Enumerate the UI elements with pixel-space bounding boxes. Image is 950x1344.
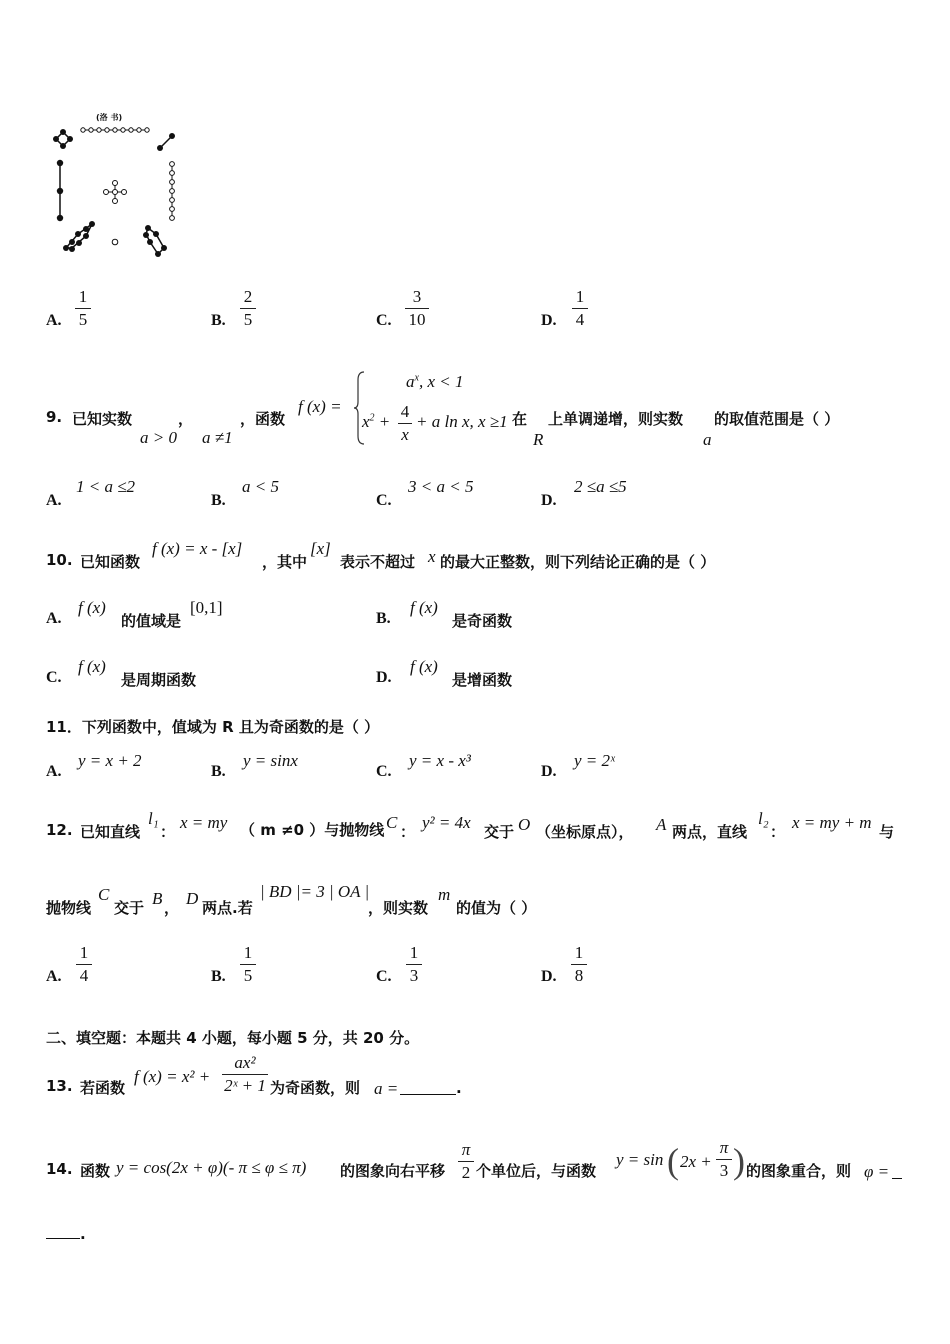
q12-colon-2: ： [400,823,416,841]
q13-text-2: 为奇函数，则 [270,1079,361,1097]
q10-text-2: ，其中 [262,553,308,571]
q9-option-d-label: D. [541,492,557,509]
q8-option-b-fraction: 2 5 [240,287,256,330]
q9-option-b-label: B. [211,492,226,509]
q10-option-b-label: B. [376,610,391,627]
luoshu-dots-icon [48,108,188,258]
luoshu-figure [48,108,188,258]
q12-text-2: 交于 [484,823,515,841]
q10-option-b-math: f (x) [410,598,438,617]
q13-text-1: 若函数 [80,1079,126,1097]
q11-stem: 11．下列函数中，值域为 R 且为奇函数的是（ ） [46,718,380,736]
q9-case-2-tail: + a ln x, x ≥1 [416,412,508,431]
q12-m: m [438,885,451,904]
q12-l1: l₁ [148,809,159,828]
q13-answer-blank [400,1080,456,1095]
q9-case-2: $x^2$ + [362,412,391,431]
q9-a: a [703,430,712,449]
q12-colon-3: ： [770,823,786,841]
q12-cond: （ m ≠0 ）与抛物线 [240,821,385,839]
q11-option-a-label: A. [46,763,62,780]
q10-option-a-math: f (x) [78,598,106,617]
q9-brace-icon [354,370,366,446]
q12-text-4: 两点，直线 [672,823,748,841]
q10-option-a-text: 的值域是 [121,612,182,630]
q9-fx: f (x) = [298,397,342,416]
q14-paren-left: ( [667,1141,679,1181]
q9-option-c: 3 < a < 5 [408,477,474,496]
q14-text-4: 的图象重合，则 [746,1162,852,1180]
q9-cond-2: a ≠1 [202,428,233,447]
q9-text-3: 在 [512,410,528,428]
q9-number: 9. [46,408,63,426]
q12-line2-comma: ， [164,899,180,917]
q9-case-2-fraction: 4 x [398,402,412,445]
q13-fraction: ax² 2ˣ + 1 [222,1053,268,1096]
q9-option-d: 2 ≤a ≤5 [574,477,627,496]
q12-eq-1: x = my [180,813,228,832]
q9-comma: ， [178,410,194,428]
figure-title: (洛 书) [96,113,123,122]
q14-number: 14. [46,1160,73,1178]
q12-option-a-label: A. [46,968,62,985]
q14-text-2: 的图象向右平移 [340,1162,446,1180]
q14-answer-blank-2 [46,1226,80,1239]
q12-O: O [518,815,531,834]
q10-option-b-text: 是奇函数 [452,612,513,630]
q8-option-c-label: C. [376,312,392,329]
q10-option-c-text: 是周期函数 [121,671,197,689]
q10-option-d-math: f (x) [410,657,438,676]
q9-R: R [533,430,544,449]
q10-number: 10. [46,551,73,569]
q11-option-a: y = x + 2 [78,751,142,770]
q8-option-d-label: D. [541,312,557,329]
q14-end: . [80,1225,86,1243]
q11-option-c-label: C. [376,763,392,780]
q11-option-c: y = x - x³ [409,751,471,770]
q10-x: x [428,547,436,566]
q13-fx: f (x) = x² + [134,1067,211,1086]
q10-fx: f (x) = x - [x] [152,539,243,558]
q10-option-d-label: D. [376,669,392,686]
q8-option-b-label: B. [211,312,226,329]
q14-phi: φ = [864,1162,890,1181]
q8-option-c-fraction: 3 10 [405,287,429,330]
q10-text-3: 表示不超过 [340,553,416,571]
q14-text-1: 函数 [80,1162,111,1180]
q12-B: B [152,889,163,908]
q12-option-d-label: D. [541,968,557,985]
q8-option-a-fraction: 1 5 [75,287,91,330]
q9-option-c-label: C. [376,492,392,509]
q9-text-1: 已知实数 [72,410,133,428]
section-2-title: 二、填空题：本题共 4 小题，每小题 5 分，共 20 分。 [46,1029,420,1047]
q12-option-c-label: C. [376,968,392,985]
q9-cond-1: a > 0 [140,428,177,447]
q13-number: 13. [46,1077,73,1095]
q14-inner: 2x + [680,1152,712,1171]
q12-colon-1: ： [160,823,176,841]
q10-text-4: 的最大正整数，则下列结论正确的是（ ） [440,553,716,571]
q10-text-1: 已知函数 [80,553,141,571]
q11-option-b-label: B. [211,763,226,780]
q12-text-3: （坐标原点）， [536,823,634,841]
q14-answer-blank-1 [892,1166,902,1179]
q9-option-a-label: A. [46,492,62,509]
q12-option-b-label: B. [211,968,226,985]
q11-option-d-label: D. [541,763,557,780]
q13-a: a = [374,1079,399,1098]
q12-C: C [386,813,398,832]
q12-line2-C: C [98,885,110,904]
q14-fx: y = cos(2x + φ)(- π ≤ φ ≤ π) [116,1158,307,1177]
q9-case-1: $a^x$, x < 1 [406,372,464,391]
q9-text-2: ，函数 [240,410,286,428]
q12-number: 12. [46,821,73,839]
q8-option-d-fraction: 1 4 [572,287,588,330]
q12-text-5: 与 [879,823,895,841]
q14-fy: y = sin [616,1150,664,1169]
q10-option-d-text: 是增函数 [452,671,513,689]
q12-line2-c: 两点.若 [202,899,253,917]
q12-line2-a: 抛物线 [46,899,92,917]
q12-cond-2: | BD |= 3 | OA | [260,882,370,901]
q9-option-a: 1 < a ≤2 [76,477,136,496]
q12-line2-b: 交于 [114,899,145,917]
q12-eq-3: x = my + m [792,813,872,832]
q10-option-a-label: A. [46,610,62,627]
q12-option-d-fraction: 1 8 [571,943,587,986]
q12-l2: l₂ [758,809,769,828]
q12-line2-e: 的值为（ ） [456,899,537,917]
q14-fraction-1: π 2 [458,1140,474,1183]
q14-text-3: 个单位后，与函数 [476,1162,597,1180]
q12-option-a-fraction: 1 4 [76,943,92,986]
q12-A: A [656,815,667,834]
q9-option-b: a < 5 [242,477,279,496]
q10-bracket-x: [x] [310,539,331,558]
q9-text-5: 的取值范围是（ ） [714,410,840,428]
q9-text-4: 上单调递增，则实数 [548,410,684,428]
q12-option-b-fraction: 1 5 [240,943,256,986]
q12-D: D [186,889,199,908]
q10-option-c-label: C. [46,669,62,686]
q12-line2-d: ，则实数 [368,899,429,917]
q10-option-a-tail: [0,1] [190,598,223,617]
q12-eq-2: y² = 4x [422,813,471,832]
q8-option-a-label: A. [46,312,62,329]
q14-fraction-2: π 3 [716,1138,732,1181]
q12-text-1: 已知直线 [80,823,141,841]
q10-option-c-math: f (x) [78,657,106,676]
q14-paren-right: ) [733,1141,745,1181]
q12-option-c-fraction: 1 3 [406,943,422,986]
q13-end: . [456,1079,462,1097]
q11-option-b: y = sinx [243,751,298,770]
q11-option-d: y = 2ˣ [574,751,615,770]
